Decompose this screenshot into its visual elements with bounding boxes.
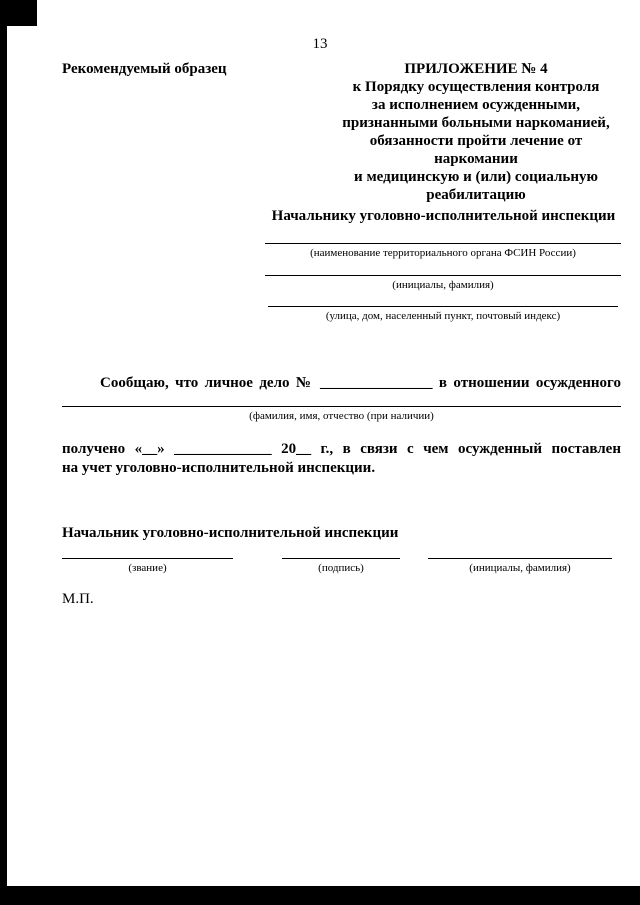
sample-label: Рекомендуемый образец [62,61,227,77]
scan-artifact-bottom-bar [0,886,640,905]
signature-title: Начальник уголовно-исполнительной инспекции [62,525,399,541]
signature-sign-caption: (подпись) [318,562,364,574]
appendix-line: реабилитацию [426,187,526,203]
scan-artifact-corner-block [0,0,37,26]
signature-rank-field [62,558,233,559]
addressee-name-caption: (инициалы, фамилия) [392,279,494,291]
appendix-block [330,60,622,204]
signature-name-caption: (инициалы, фамилия) [469,562,571,574]
scan-artifact-left-bar [0,0,7,905]
convict-name-field [62,406,621,407]
appendix-line: и медицинскую и (или) социальную [354,169,598,185]
addressee-name-field [265,275,621,276]
body-line-3: на учет уголовно-исполнительной инспекции. [62,460,376,476]
appendix-title: ПРИЛОЖЕНИЕ № 4 [404,61,548,77]
stamp-placeholder: М.П. [62,591,94,607]
body-line-1: Сообщаю, что личное дело № _______________ в отношении осужденного [100,375,621,391]
convict-name-caption: (фамилия, имя, отчество (при наличии) [249,410,434,422]
addressee-address-caption: (улица, дом, населенный пункт, почтовый индекс) [325,310,561,322]
addressee-address-field [268,306,618,307]
appendix-line: признанными больными наркоманией, [342,115,610,131]
appendix-line: за исполнением осужденными, [371,97,581,113]
body-line-2: получено «__» _____________ 20__ г., в связи с чем осужденный поставлен [62,441,621,457]
signature-sign-field [282,558,400,559]
addressee-org-field [265,243,621,244]
page-number: 13 [312,36,328,52]
appendix-line: обязанности пройти лечение от наркомании [369,133,583,167]
signature-rank-caption: (звание) [128,562,167,574]
addressee-title: Начальнику уголовно-исполнительной инспекции [271,208,616,224]
appendix-line: к Порядку осуществления контроля [352,79,600,95]
signature-name-field [428,558,612,559]
addressee-org-caption: (наименование территориального органа ФСИН России) [310,247,576,259]
